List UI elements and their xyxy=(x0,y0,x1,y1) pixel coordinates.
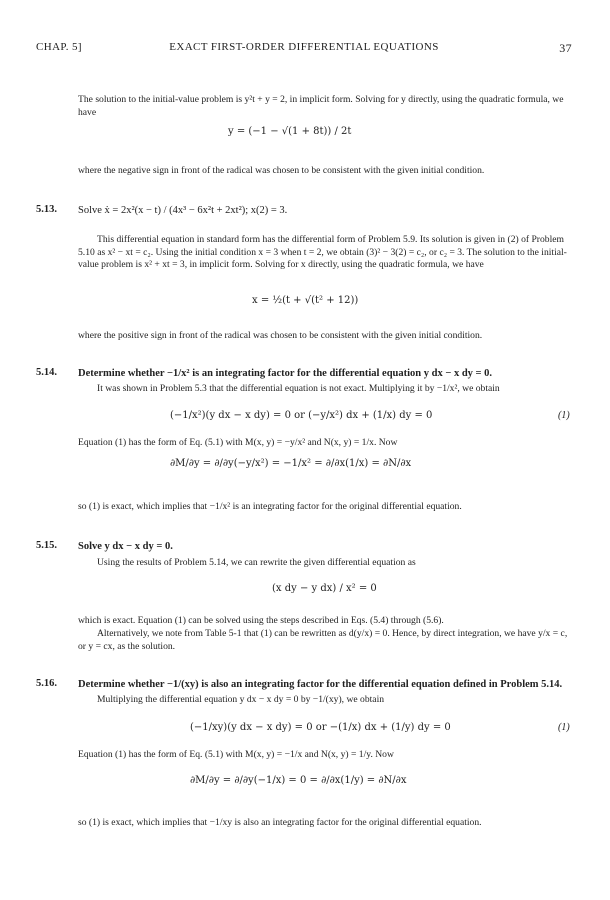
problem-number: 5.13. xyxy=(36,204,57,215)
problem-paragraph: This differential equation in standard form has the differential form of Problem 5.9. Its solution is given in (2) of Problem 5.10 as x² − xt = c₂. Using the initial condition x = 3 when t = 2, we obtain (3)² − 3(2) = c₂, or c₂ = 3. The solution to the initial-value problem is x² + xt = 3, in implicit form. Solving for x directly, using the quadratic formula, we have xyxy=(78,234,567,271)
problem-number: 5.16. xyxy=(36,678,57,689)
problem-statement: Solve ẋ = 2x²(x − t) / (4x³ − 6x²t + 2xt²); x(2) = 3. xyxy=(78,205,288,216)
intro-equation: y = (−1 − √(1 + 8t)) / 2t xyxy=(228,126,352,137)
page-number: 37 xyxy=(559,41,572,55)
problem-paragraph: so (1) is exact, which implies that −1/xy is also an integrating factor for the original differential equation. xyxy=(78,817,482,828)
chapter-label: CHAP. 5] xyxy=(36,41,82,53)
problem-equation: (−1/x²)(y dx − x dy) = 0 or (−y/x²) dx + (1/x) dy = 0 xyxy=(170,410,433,421)
problem-paragraph: Alternatively, we note from Table 5-1 that (1) can be rewritten as d(y/x) = 0. Hence, by direct integration, we have y/x = c, or y = cx, as the solution. xyxy=(78,628,568,652)
problem-paragraph: Using the results of Problem 5.14, we can rewrite the given differential equation as xyxy=(97,557,416,568)
problem-equation: x = ½(t + √(t² + 12)) xyxy=(252,295,359,306)
problem-paragraph: Equation (1) has the form of Eq. (5.1) with M(x, y) = −1/x and N(x, y) = 1/y. Now xyxy=(78,749,394,760)
problem-equation: (x dy − y dx) / x² = 0 xyxy=(272,583,377,594)
problem-paragraph: so (1) is exact, which implies that −1/x² is an integrating factor for the original differential equation. xyxy=(78,501,462,512)
problem-statement: Solve y dx − x dy = 0. xyxy=(78,541,173,552)
problem-statement: Determine whether −1/x² is an integrating factor for the differential equation y dx − x dy = 0. xyxy=(78,368,493,379)
running-header xyxy=(36,41,572,55)
chapter-title: EXACT FIRST-ORDER DIFFERENTIAL EQUATIONS xyxy=(169,41,439,53)
equation-number: (1) xyxy=(558,410,570,421)
problem-paragraph: where the positive sign in front of the radical was chosen to be consistent with the given initial condition. xyxy=(78,330,483,341)
problem-statement: Determine whether −1/(xy) is also an integrating factor for the differential equation defined in Problem 5.14. xyxy=(78,679,563,690)
problem-paragraph: Equation (1) has the form of Eq. (5.1) with M(x, y) = −y/x² and N(x, y) = 1/x. Now xyxy=(78,437,398,448)
problem-equation: (−1/xy)(y dx − x dy) = 0 or −(1/x) dx + (1/y) dy = 0 xyxy=(190,722,451,733)
problem-equation: ∂M/∂y = ∂/∂y(−1/x) = 0 = ∂/∂x(1/y) = ∂N/∂x xyxy=(190,775,407,786)
problem-equation: ∂M/∂y = ∂/∂y(−y/x²) = −1/x² = ∂/∂x(1/x) = ∂N/∂x xyxy=(170,458,412,469)
problem-paragraph: which is exact. Equation (1) can be solved using the steps described in Eqs. (5.4) through (5.6). xyxy=(78,615,444,626)
intro-paragraph: The solution to the initial-value problem is y²t + y = 2, in implicit form. Solving for y directly, using the quadratic formula, we have xyxy=(78,94,564,118)
problem-number: 5.14. xyxy=(36,367,57,378)
problem-paragraph: It was shown in Problem 5.3 that the differential equation is not exact. Multiplying it by −1/x², we obtain xyxy=(97,383,500,394)
equation-number: (1) xyxy=(558,722,570,733)
problem-number: 5.15. xyxy=(36,540,57,551)
intro-after: where the negative sign in front of the radical was chosen to be consistent with the given initial condition. xyxy=(78,165,485,176)
problem-paragraph: Multiplying the differential equation y dx − x dy = 0 by −1/(xy), we obtain xyxy=(97,694,385,705)
